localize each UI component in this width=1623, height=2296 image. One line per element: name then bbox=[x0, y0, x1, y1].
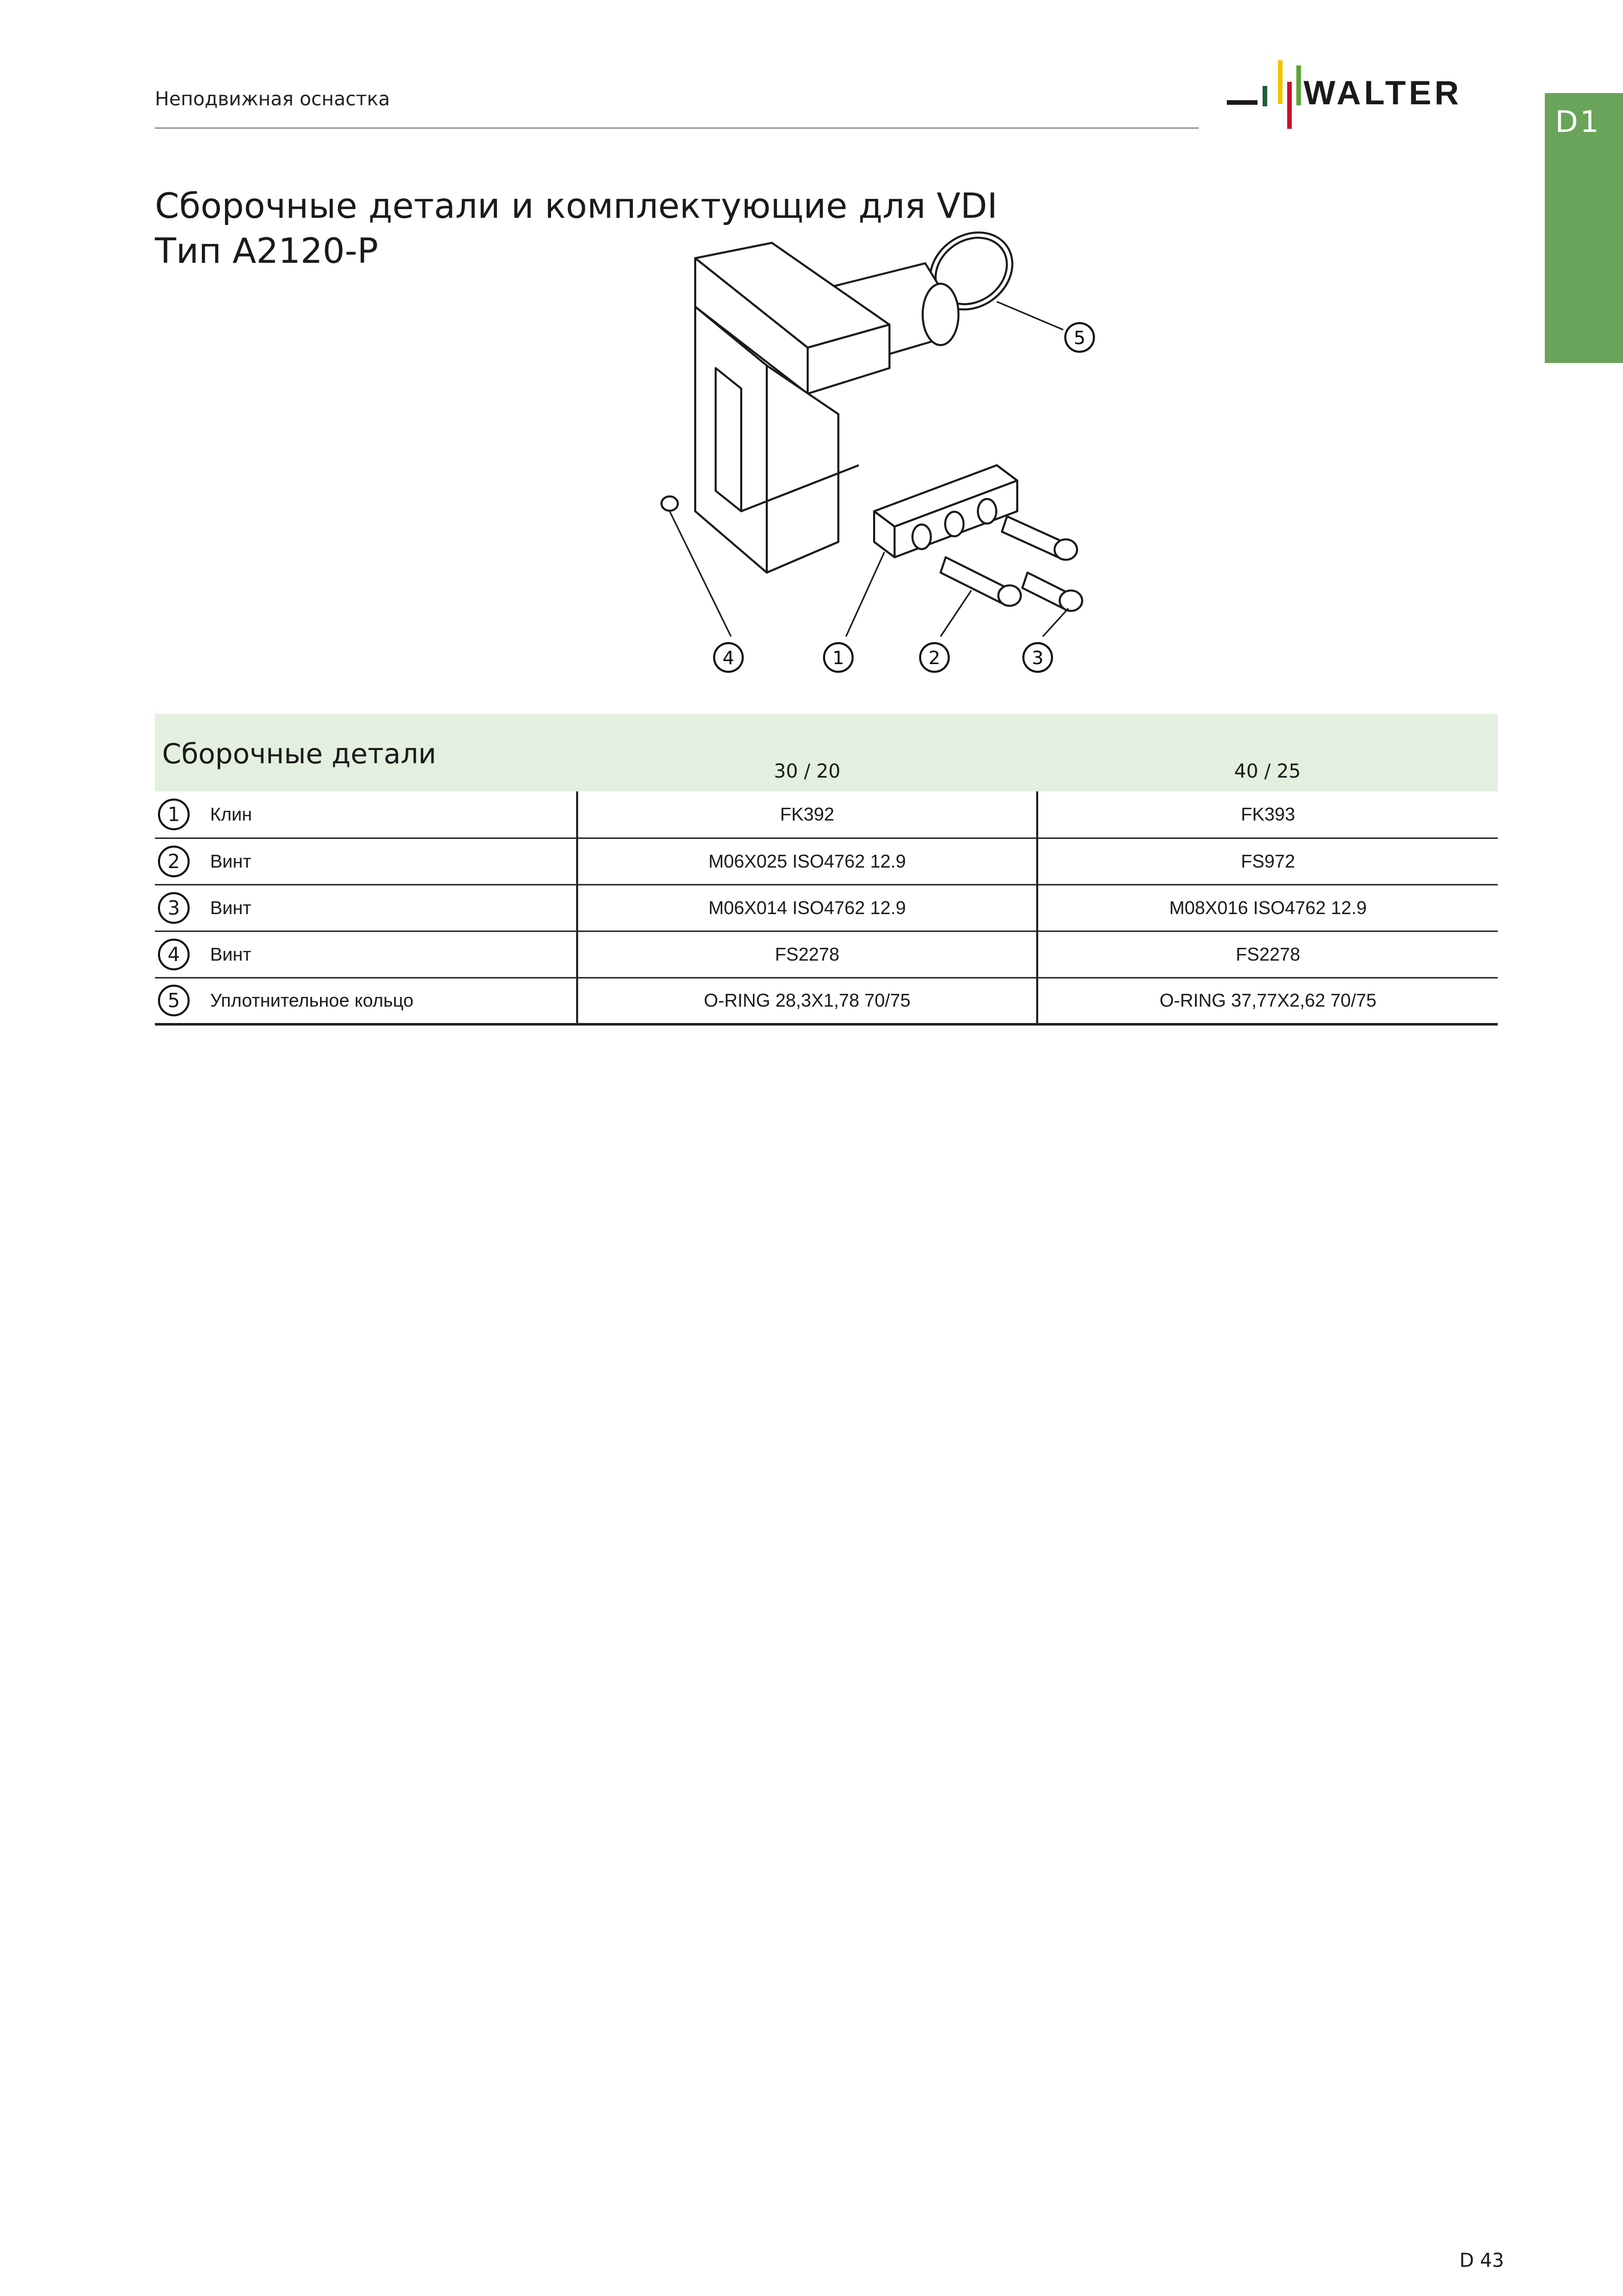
screw-long-head bbox=[1055, 539, 1077, 560]
part-name-cell bbox=[155, 791, 577, 838]
section-tab-label: D1 bbox=[1555, 104, 1601, 139]
part-name-cell bbox=[155, 977, 577, 1024]
parts-table bbox=[155, 714, 1498, 1026]
part-value-cell: FK392 bbox=[577, 791, 1037, 838]
section-tab bbox=[1545, 93, 1623, 363]
header-divider bbox=[155, 127, 1199, 129]
body-lower-front bbox=[767, 366, 838, 573]
part-name: Клин bbox=[210, 803, 252, 825]
logo-bar-4 bbox=[1296, 65, 1301, 105]
part-value-cell: FS972 bbox=[1037, 838, 1498, 884]
logo-bar-3 bbox=[1287, 82, 1292, 129]
parts-table-title: Сборочные детали bbox=[162, 737, 437, 770]
leader-5 bbox=[997, 302, 1063, 330]
table-row bbox=[155, 931, 1498, 977]
part-value-cell: M06X025 ISO4762 12.9 bbox=[577, 838, 1037, 884]
body-slot bbox=[716, 368, 741, 511]
assembly-drawing bbox=[639, 215, 1125, 685]
callout-3: 3 bbox=[1032, 648, 1044, 669]
leader-3 bbox=[1043, 608, 1068, 636]
page-title-line-1: Сборочные детали и комплектующие для VDI bbox=[155, 186, 998, 226]
part-name-cell bbox=[155, 931, 577, 977]
part-name: Винт bbox=[210, 943, 252, 965]
part-name: Винт bbox=[210, 897, 252, 918]
column-header-30-20: 30 / 20 bbox=[773, 760, 841, 782]
logo-bar-2 bbox=[1278, 60, 1283, 104]
part-value-cell: FK393 bbox=[1037, 791, 1498, 838]
part-value-cell: O-RING 37,77X2,62 70/75 bbox=[1037, 977, 1498, 1024]
screw-short-head bbox=[1060, 590, 1082, 611]
part-number-badge: 5 bbox=[158, 985, 190, 1016]
part-name-cell bbox=[155, 838, 577, 884]
leader-1 bbox=[846, 552, 884, 636]
walter-logo bbox=[1227, 60, 1503, 132]
wedge-hole-1 bbox=[912, 525, 931, 549]
shank-end-drawing bbox=[923, 284, 958, 345]
screw-mid-body bbox=[941, 557, 1007, 603]
leader-2 bbox=[941, 590, 971, 636]
part-number-badge: 2 bbox=[158, 846, 190, 877]
callout-5: 5 bbox=[1073, 328, 1086, 349]
callout-1: 1 bbox=[832, 648, 844, 669]
part-value-cell: M08X016 ISO4762 12.9 bbox=[1037, 884, 1498, 931]
parts-table-header bbox=[155, 714, 1498, 791]
part-name: Уплотнительное кольцо bbox=[210, 990, 414, 1011]
parts-table-container bbox=[155, 714, 1498, 1026]
callout-2: 2 bbox=[928, 648, 941, 669]
part-value-cell: FS2278 bbox=[577, 931, 1037, 977]
column-header-40-25: 40 / 25 bbox=[1234, 760, 1301, 782]
part-name: Винт bbox=[210, 850, 252, 872]
set-screw-drawing bbox=[661, 496, 678, 511]
page-number: D 43 bbox=[1459, 2249, 1504, 2271]
part-value-cell: M06X014 ISO4762 12.9 bbox=[577, 884, 1037, 931]
table-row bbox=[155, 791, 1498, 838]
header-section-label: Неподвижная оснастка bbox=[155, 88, 390, 110]
table-row bbox=[155, 884, 1498, 931]
wedge-hole-2 bbox=[945, 512, 964, 536]
part-number-badge: 3 bbox=[158, 892, 190, 924]
part-number-badge: 4 bbox=[158, 939, 190, 970]
screw-mid-head bbox=[998, 585, 1021, 606]
wedge-hole-3 bbox=[978, 499, 996, 524]
part-number-badge: 1 bbox=[158, 799, 190, 830]
part-value-cell: FS2278 bbox=[1037, 931, 1498, 977]
table-row bbox=[155, 977, 1498, 1024]
table-row bbox=[155, 838, 1498, 884]
page-title-line-2: Тип A2120-P bbox=[155, 231, 378, 271]
callout-4: 4 bbox=[722, 648, 735, 669]
part-value-cell: O-RING 28,3X1,78 70/75 bbox=[577, 977, 1037, 1024]
part-name-cell bbox=[155, 884, 577, 931]
logo-wordmark: WALTER bbox=[1304, 74, 1462, 111]
logo-dash bbox=[1227, 100, 1258, 105]
logo-bar-1 bbox=[1263, 86, 1267, 106]
